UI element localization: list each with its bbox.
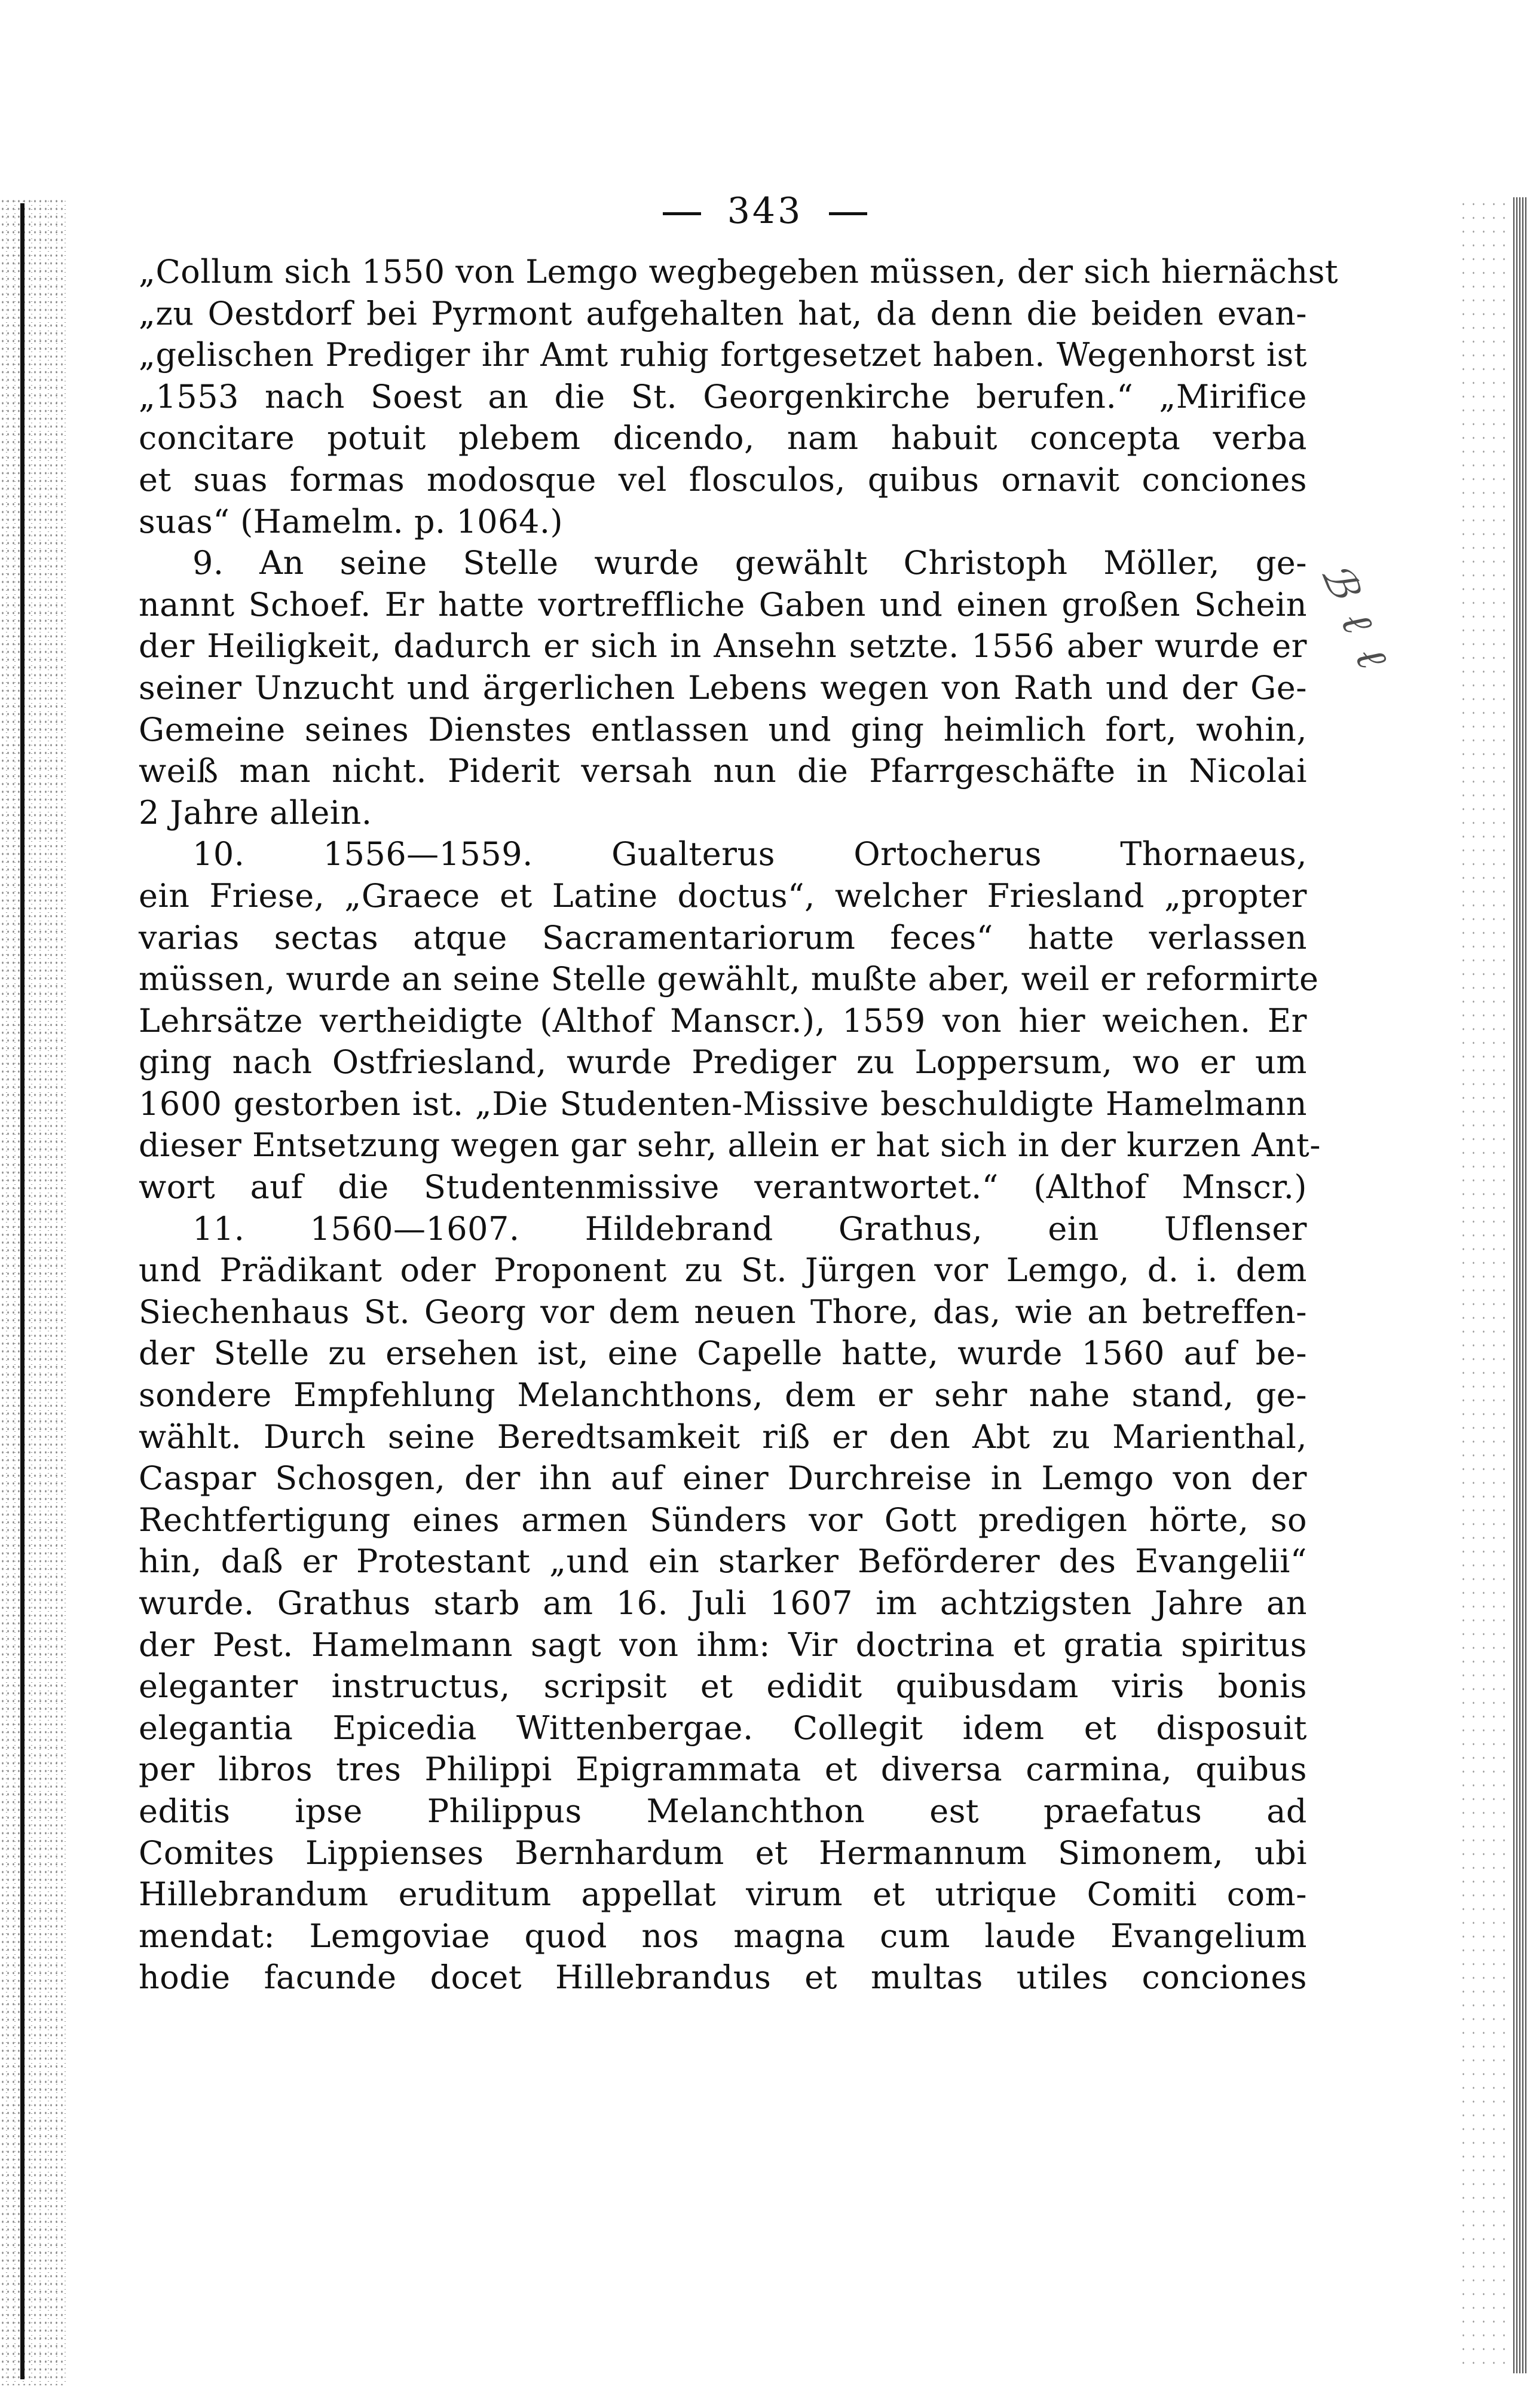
text-line: et suas formas modosque vel flosculos, quibus ornavit conciones xyxy=(139,460,1307,499)
text-line: Rechtfertigung eines armen Sünders vor Gott predigen hörte, so xyxy=(139,1501,1307,1539)
right-edge-speckle xyxy=(1458,197,1512,2373)
dash-left xyxy=(663,212,701,215)
text-line: „1553 nach Soest an die St. Georgenkirche berufen.“ „Mirifice xyxy=(139,377,1307,415)
text-line: 10. 1556—1559. Gualterus Ortocherus Thornaeus, xyxy=(192,835,1307,873)
text-line: Comites Lippienses Bernhardum et Hermannum Simonem, ubi xyxy=(139,1833,1307,1872)
text-line: wort auf die Studentenmissive verantwortet.“ (Althof Mnscr.) xyxy=(139,1168,1307,1206)
text-line: weiß man nicht. Piderit versah nun die Pfarrgeschäfte in Nicolai xyxy=(139,752,1307,790)
text-line: „gelischen Prediger ihr Amt ruhig fortgesetzet haben. Wegenhorst ist xyxy=(139,336,1307,374)
text-line: elegantia Epicedia Wittenbergae. Collegit idem et disposuit xyxy=(139,1709,1307,1747)
text-line: 11. 1560—1607. Hildebrand Grathus, ein Uflenser xyxy=(192,1209,1307,1248)
text-line: nannt Schoef. Er hatte vortreffliche Gaben und einen großen Schein xyxy=(139,585,1307,624)
text-line: mendat: Lemgoviae quod nos magna cum laude Evangelium xyxy=(139,1917,1307,1955)
text-line: ein Friese, „Graece et Latine doctus“, welcher Friesland „propter xyxy=(139,876,1307,915)
text-line: seiner Unzucht und ärgerlichen Lebens wegen von Rath und der Ge- xyxy=(139,668,1307,707)
text-line: wurde. Grathus starb am 16. Juli 1607 im achtzigsten Jahre an xyxy=(139,1584,1307,1622)
text-line: 2 Jahre allein. xyxy=(139,793,372,832)
text-line: hin, daß er Protestant „und ein starker Beförderer des Evangelii“ xyxy=(139,1542,1307,1581)
text-line: der Pest. Hamelmann sagt von ihm: Vir doctrina et gratia spiritus xyxy=(139,1625,1307,1664)
text-line: editis ipse Philippus Melanchthon est praefatus ad xyxy=(139,1792,1307,1830)
text-line: der Heiligkeit, dadurch er sich in Ansehn setzte. 1556 aber wurde er xyxy=(139,627,1307,665)
text-line: „Collum sich 1550 von Lemgo wegbegeben müssen, der sich hiernächst xyxy=(139,253,1339,291)
text-line: dieser Entsetzung wegen gar sehr, allein er hat sich in der kurzen Ant- xyxy=(139,1126,1321,1165)
text-line: Gemeine seines Dienstes entlassen und ging heimlich fort, wohin, xyxy=(139,710,1307,748)
text-line: 9. An seine Stelle wurde gewählt Christoph Möller, ge- xyxy=(192,544,1307,582)
right-page-edge xyxy=(1513,197,1526,2373)
left-binding-line xyxy=(20,203,25,2379)
left-edge-speckle xyxy=(0,197,66,2385)
dash-right xyxy=(829,212,867,215)
text-line: hodie facunde docet Hillebrandus et multas utiles conciones xyxy=(139,1958,1307,1997)
text-line: müssen, wurde an seine Stelle gewählt, mußte aber, weil er reformirte xyxy=(139,960,1319,998)
page-number xyxy=(0,190,1530,232)
body-text xyxy=(139,251,1339,1998)
text-line: Lehrsätze vertheidigte (Althof Manscr.), 1559 von hier weichen. Er xyxy=(139,1001,1307,1040)
text-line: „zu Oestdorf bei Pyrmont aufgehalten hat, da denn die beiden evan- xyxy=(139,294,1307,332)
text-line: varias sectas atque Sacramentariorum feces“ hatte verlassen xyxy=(139,918,1307,957)
text-line: ging nach Ostfriesland, wurde Prediger zu Loppersum, wo er um xyxy=(139,1043,1307,1081)
text-line: Siechenhaus St. Georg vor dem neuen Thore, das, wie an betreffen- xyxy=(139,1292,1307,1331)
text-line: per libros tres Philippi Epigrammata et diversa carmina, quibus xyxy=(139,1750,1307,1789)
text-line: sondere Empfehlung Melanchthons, dem er sehr nahe stand, ge- xyxy=(139,1376,1307,1414)
text-line: der Stelle zu ersehen ist, eine Capelle hatte, wurde 1560 auf be- xyxy=(139,1334,1307,1373)
text-line: suas“ (Hamelm. p. 1064.) xyxy=(139,502,564,540)
handwritten-marginalia: ℬ ℓ ℓ xyxy=(1311,556,1399,679)
text-line: Caspar Schosgen, der ihn auf einer Durchreise in Lemgo von der xyxy=(139,1459,1307,1498)
text-line: und Prädikant oder Proponent zu St. Jürgen vor Lemgo, d. i. dem xyxy=(139,1251,1307,1289)
text-line: concitare potuit plebem dicendo, nam habuit concepta verba xyxy=(139,419,1307,457)
text-line: eleganter instructus, scripsit et edidit quibusdam viris bonis xyxy=(139,1667,1307,1706)
text-line: 1600 gestorben ist. „Die Studenten-Missive beschuldigte Hamelmann xyxy=(139,1084,1307,1123)
page-number-text: 343 xyxy=(727,190,803,232)
text-line: Hillebrandum eruditum appellat virum et utrique Comiti com- xyxy=(139,1875,1307,1914)
text-line: wählt. Durch seine Beredtsamkeit riß er den Abt zu Marienthal, xyxy=(139,1417,1307,1456)
